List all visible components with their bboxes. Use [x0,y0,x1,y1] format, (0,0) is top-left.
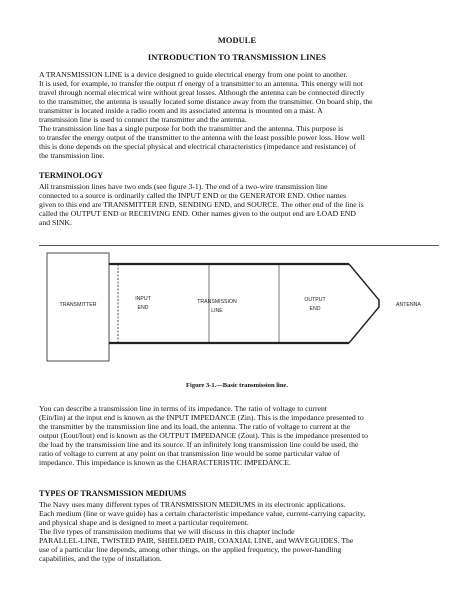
text-line: impedance. This impedance is known as the CHARACTERISTIC IMPEDANCE. [39,458,291,468]
figure-caption: Figure 3-1.—Basic transmission line. [186,382,288,389]
text-line: It is used, for example, to transfer the output rf energy of a transmitter to an antenna. This energy will not [39,79,363,89]
antenna-taper [349,264,379,343]
intro-paragraph [39,70,439,160]
text-line: called the OUTPUT END or RECEIVING END. Other names given to the output end are LOAD END [39,209,356,219]
output-end-label-2: END [309,306,321,312]
text-line: the transmitter by the transmission line and its load, the antenna. The ratio of voltage to current at the [39,422,351,432]
module-heading: MODULE [217,36,257,45]
text-line: (Ein/Iin) at the input end is known as the INPUT IMPEDANCE (Zin). This is the impedance presented to [39,413,364,423]
text-line: to transfer the energy output of the transmitter to the antenna with the least possible power loss. How well [39,133,365,143]
text-line: capabilities, and the type of installation. [39,554,162,564]
text-line: All transmission lines have two ends (see figure 3-1). The end of a two-wire transmission line [39,182,328,191]
text-line: the load by the transmission line and its source. If an infinitely long transmission line could be used, the [39,440,359,450]
transmission-line-figure [39,245,439,370]
page-title: INTRODUCTION TO TRANSMISSION LINES [147,53,327,62]
types-paragraph [39,500,439,563]
text-line: the transmission line. [39,151,105,161]
input-end-label-2: END [137,305,149,311]
text-line: connected to a source is ordinarily called the INPUT END or the GENERATOR END. Other names [39,191,347,201]
text-line: The five types of transmission mediums that we will discuss in this chapter include [39,527,295,537]
text-line: this is done depends on the special physical and electrical characteristics (impedance and resistance) of [39,142,356,152]
types-heading: TYPES OF TRANSMISSION MEDIUMS [39,489,187,498]
text-line: A TRANSMISSION LINE is a device designed to guide electrical energy from one point to another. [39,70,348,79]
impedance-paragraph [39,404,439,467]
text-line: The Navy uses many different types of TRANSMISSION MEDIUMS in its electronic applications. [39,500,346,509]
antenna-label: ANTENNA [396,302,421,308]
text-line: output (Eout/Iout) end is known as the OUTPUT IMPEDANCE (Zout). This is the impedance presented to [39,431,368,441]
text-line: Each medium (line or wave guide) has a certain characteristic impedance value, current-carrying capacity, [39,509,366,519]
text-line: transmitter is located inside a radio room and its associated antenna is mounted on a mast. A [39,106,323,116]
terminology-paragraph [39,182,439,227]
text-line: You can describe a transmission line in terms of its impedance. The ratio of voltage to current [39,404,327,413]
transmission-line-label-2: LINE [211,308,223,314]
text-line: ratio of voltage to current at any point on that transmission line would be some particular value of [39,449,340,459]
text-line: travel through normal electrical wire without great losses. Although the antenna can be connected directly [39,88,365,98]
text-line: given to this end are TRANSMITTER END, SENDING END, and SOURCE. The other end of the line is [39,200,364,210]
output-end-label-1: OUTPUT [304,297,326,303]
text-line: use of a particular line depends, among other things, on the applied frequency, the power-handling [39,545,342,555]
text-line: The transmission line has a single purpose for both the transmitter and the antenna. This purpose is [39,124,344,134]
terminology-heading: TERMINOLOGY [39,171,104,180]
figure-diagram [39,245,439,370]
text-line: to the transmitter, the antenna is usually located some distance away from the transmitter. On board ship, the [39,97,373,107]
transmitter-label: TRANSMITTER [59,302,97,308]
input-end-label-1: INPUT [135,296,151,302]
text-line: and physical shape and is designed to meet a particular requirement. [39,518,249,528]
transmission-line-label-1: TRANSMISSION [197,299,237,305]
text-line: and SINK. [39,218,72,228]
text-line: PARALLEL-LINE, TWISTED PAIR, SHIELDED PAIR, COAXIAL LINE, and WAVEGUIDES. The [39,536,354,546]
text-line: transmission line is used to connect the transmitter and the antenna. [39,115,247,125]
